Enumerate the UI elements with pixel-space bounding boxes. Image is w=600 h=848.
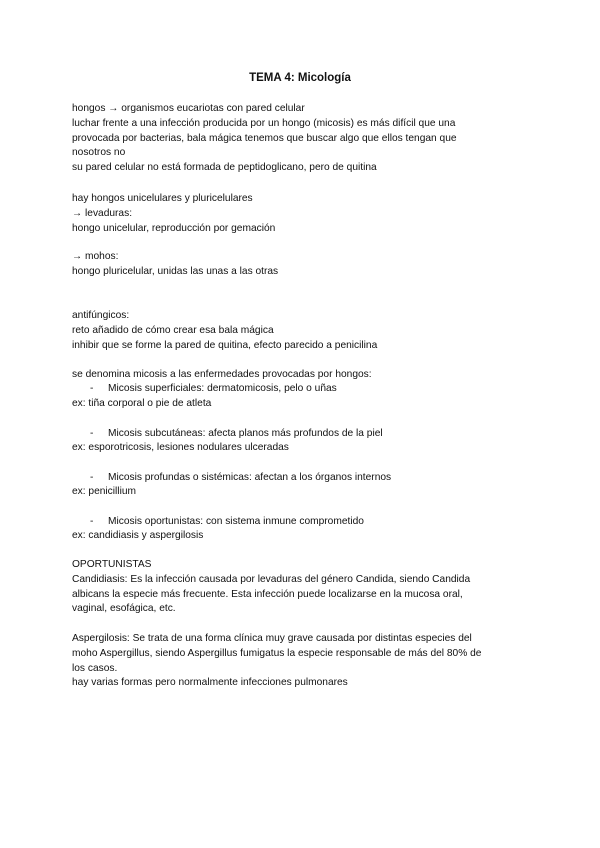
text-line: su pared celular no está formada de peptidoglicano, pero de quitina [72,162,377,174]
text-line: hay varias formas pero normalmente infecciones pulmonares [72,677,348,689]
text-line: nosotros no [72,147,126,159]
text-line: ex: tiña corporal o pie de atleta [72,398,212,409]
bullet-dash: - [90,428,94,439]
bullet-label: Micosis subcutáneas: afecta planos más profundos de la piel [108,428,383,439]
text-line: inhibir que se forme la pared de quitina, efecto parecido a penicilina [72,339,378,351]
text-line: provocada por bacterias, bala mágica tenemos que buscar algo que ellos tengan que [72,132,457,144]
micosis-example [72,441,532,456]
bullet-label: Micosis oportunistas: con sistema inmune comprometido [108,516,364,527]
mohos-paragraph [72,250,532,280]
micosis-bullet [90,382,337,397]
micosis-example [72,397,532,412]
micosis-example [72,485,532,500]
bullet-dash: - [90,516,94,527]
text-line: se denomina micosis a las enfermedades provocadas por hongos: [72,369,372,380]
text-line: hongo unicelular, reproducción por gemación [72,222,276,234]
text-line: → levaduras: [72,207,133,219]
text-line: ex: penicillium [72,486,136,497]
text-line: albicans la especie más frecuente. Esta infección puede localizarse en la mucosa oral, [72,588,463,600]
micosis-example [72,529,532,544]
text-line: ex: esporotricosis, lesiones nodulares ulceradas [72,442,289,453]
text-line: Candidiasis: Es la infección causada por levaduras del género Candida, siendo Candida [72,573,471,585]
text-line: hongo pluricelular, unidas las unas a las otras [72,265,279,277]
text-line: hongos → organismos eucariotas con pared celular [72,103,305,114]
bullet-label: Micosis profundas o sistémicas: afectan a los órganos internos [108,472,392,483]
text-line: reto añadido de cómo crear esa bala mágica [72,324,274,336]
bullet-dash: - [90,383,94,394]
aspergilosis-paragraph [72,632,532,691]
text-line: luchar frente a una infección producida por un hongo (micosis) es más difícil que una [72,117,456,129]
text-line: → mohos: [72,251,119,262]
text-line: Aspergilosis: Se trata de una forma clínica muy grave causada por distintas especies del [72,633,472,644]
bullet-dash: - [90,472,94,483]
text-line: los casos. [72,662,118,674]
bullet-label: Micosis superficiales: dermatomicosis, pelo o uñas [108,383,337,394]
intro-paragraph [72,102,532,176]
micosis-bullet [90,427,383,442]
types-paragraph [72,192,532,236]
oportunistas-paragraph [72,558,532,617]
section-heading: OPORTUNISTAS [72,559,152,570]
text-line: vaginal, esofágica, etc. [72,603,176,615]
micosis-bullet [90,515,364,530]
page-title: TEMA 4: Micología [249,72,351,84]
micosis-intro [72,368,532,383]
micosis-bullet [90,471,391,486]
text-line: antifúngicos: [72,310,130,321]
text-line: moho Aspergillus, siendo Aspergillus fumigatus la especie responsable de más del 80% de [72,647,482,659]
text-line: hay hongos unicelulares y pluricelulares [72,193,253,204]
text-line: ex: candidiasis y aspergilosis [72,530,204,541]
antifungicos-paragraph [72,309,532,353]
